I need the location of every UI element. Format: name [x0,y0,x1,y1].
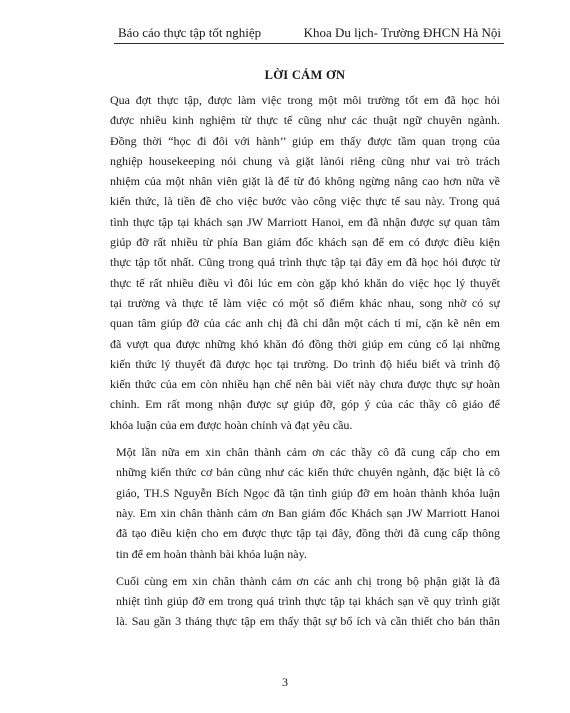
text-line: là. Sau gần 3 tháng thực tập em thấy thật sự bổ ích và cần thiết cho bản thân [116,614,500,629]
paragraph-1 [110,90,500,435]
text-line: đã vượt qua được những khó khăn đó đồng thời giúp em củng cố lại những [110,336,500,351]
text-line: quan tâm giúp đỡ của các anh chị đã chỉ dẫn một cách tỉ mỉ, cặn kẽ nên em [110,316,500,331]
page-title: LỜI CẢM ƠN [264,68,346,82]
text-line: nhiệt tình giúp đỡ em trong quá trình thực tập tại khách sạn về quy trình giặt [116,594,500,609]
text-line: nghiệp housekeeping nói chung và giặt lànói riêng cũng như vai trò trách [110,153,500,168]
header-report-title: Báo cáo thực tập tốt nghiệp [118,25,262,40]
page-number: 3 [282,675,288,689]
acknowledgement-body [110,90,500,632]
text-line: Qua đợt thực tập, được làm việc trong một môi trường tốt em đã học hỏi [110,93,500,107]
text-line: nhiệm của một nhân viên giặt là để từ đó không ngừng nâng cao hơn nữa về [110,174,500,189]
text-line: này. Em xin chân thành cảm ơn Ban giám đốc Khách sạn JW Marriott Hanoi [116,505,500,520]
text-line: giáo, TH.S Nguyễn Bích Ngọc đã tận tình giúp đỡ em hoàn thành khóa luận [116,485,500,500]
text-line: kiến thức của em còn nhiều hạn chế nên bài viết này chưa được thực sự hoàn [110,377,500,392]
text-line: kiến thức, là tiền đề cho việc bước vào công việc thực tế sau này. Trong quá [110,194,500,209]
text-line: tại trường và thực tế làm việc có một số điểm khác nhau, song nhờ có sự [110,295,500,310]
text-line: tình thực tập tại khách sạn JW Marriott Hanoi, em đã nhận được sự quan tâm [110,214,500,229]
header-divider [114,43,504,44]
page-header [118,24,501,42]
text-line: được nhiều kinh nghiệm từ thực tế cũng như các thuật ngữ chuyên ngành. [110,113,500,128]
text-line: thực tế rất nhiều điều vì đôi lúc em còn gặp khó khăn do việc học lý thuyết [110,275,500,290]
text-line: Cuối cùng em xin chân thành cảm ơn các anh chị trong bộ phận giặt là đã [116,573,500,588]
text-line: chỉnh. Em rất mong nhận được sự giúp đỡ, góp ý của các thầy cô giáo để [110,397,500,412]
text-line: khóa luận của em được hoàn chỉnh và đạt yêu cầu. [110,417,353,432]
text-line: kiến thức lý thuyết đã được học tại trường. Do trình độ hiểu biết và trình độ [110,356,500,371]
text-line: giúp đỡ rất nhiều từ phía Ban giám đốc khách sạn để em có được điều kiện [110,235,500,250]
header-department: Khoa Du lịch- Trường ĐHCN Hà Nội [303,25,501,40]
text-line: Một lần nữa em xin chân thành cảm ơn các thầy cô đã cung cấp cho em [116,445,500,460]
text-line: thực tập tốt nhất. Cũng trong quá trình thực tập tại đây em đã học hỏi được từ [110,255,500,270]
paragraph-3 [110,571,500,632]
text-line: Đồng thời “học đi đôi với hành’’ giúp em thấy được tầm quan trọng của [110,133,500,148]
paragraph-2 [110,442,500,564]
text-line: tin để em hoàn thành bài khóa luận này. [116,546,307,561]
text-line: đã tạo điều kiện cho em được thực tập tại đây, đồng thời đã cung cấp thông [116,526,500,541]
text-line: những kiến thức cơ bản cũng như các kiến thức chuyên ngành, đặc biệt là cô [116,465,500,480]
